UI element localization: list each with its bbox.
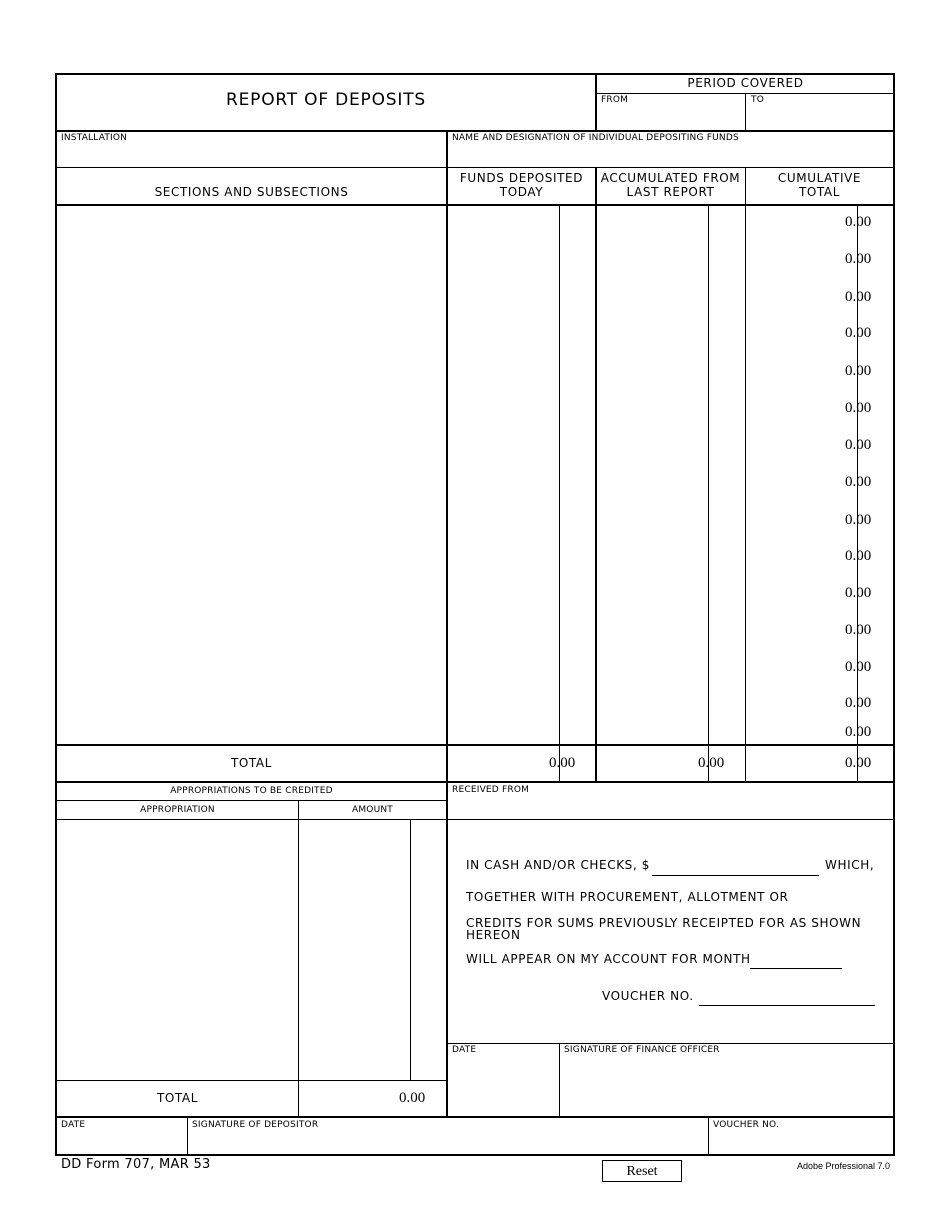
together-text: TOGETHER WITH PROCUREMENT, ALLOTMENT OR xyxy=(466,890,789,904)
cumulative-value: 0.00 xyxy=(845,622,872,638)
depositor-date-label: DATE xyxy=(61,1120,86,1130)
amount-field[interactable] xyxy=(301,822,444,1078)
frame-top xyxy=(55,73,895,75)
cash-checks-text: IN CASH AND/OR CHECKS, $ xyxy=(466,858,650,872)
to-label: TO xyxy=(751,95,764,105)
row-line-6 xyxy=(55,819,895,820)
voucher-number-field[interactable] xyxy=(711,1131,891,1152)
cumulative-value: 0.00 xyxy=(845,585,872,601)
appropriations-label: APPROPRIATIONS TO BE CREDITED xyxy=(170,786,333,796)
sections-label: SECTIONS AND SUBSECTIONS xyxy=(154,185,349,199)
finance-date-label: DATE xyxy=(452,1045,477,1055)
voucher-no-field[interactable] xyxy=(699,1005,875,1006)
total-funds-value: 0.00 xyxy=(549,755,576,771)
finance-signature-field[interactable] xyxy=(562,1057,891,1115)
cumulative-value: 0.00 xyxy=(845,437,872,453)
col-divider-accum xyxy=(745,167,746,782)
received-from-label: RECEIVED FROM xyxy=(452,785,530,795)
row-line-7 xyxy=(55,1116,895,1118)
depositor-date-divider xyxy=(187,1117,188,1155)
credits-text: CREDITS FOR SUMS PREVIOUSLY RECEIPTED FOR AS SHOWN HEREON xyxy=(466,916,862,942)
total-cumulative-value: 0.00 xyxy=(845,755,872,771)
cumulative-value: 0.00 xyxy=(845,400,872,416)
installation-field[interactable] xyxy=(58,144,444,166)
frame-bottom xyxy=(55,1154,895,1156)
form-title: REPORT OF DEPOSITS xyxy=(226,90,426,110)
row-line-5 xyxy=(55,781,895,783)
installation-divider xyxy=(446,130,448,168)
amount-label: AMOUNT xyxy=(351,805,394,815)
frame-left xyxy=(55,73,57,1156)
form-number: DD Form 707, MAR 53 xyxy=(61,1157,211,1172)
finance-date-field[interactable] xyxy=(449,1057,557,1115)
appropriation-label: APPROPRIATION xyxy=(140,805,215,815)
cumulative-value: 0.00 xyxy=(845,214,872,230)
col-divider-sections xyxy=(446,167,448,782)
finance-line xyxy=(447,1043,895,1044)
to-field[interactable] xyxy=(747,104,892,129)
voucher-no-text: VOUCHER NO. xyxy=(602,989,694,1003)
appropriation-field[interactable] xyxy=(58,822,296,1078)
row-line-1 xyxy=(55,130,895,132)
appropriation-total-label: TOTAL xyxy=(156,1091,199,1105)
received-from-field[interactable] xyxy=(449,796,891,817)
cumulative-value: 0.00 xyxy=(845,474,872,490)
row-line-4 xyxy=(55,744,895,746)
from-to-divider xyxy=(745,93,746,130)
finance-signature-label: SIGNATURE OF FINANCE OFFICER xyxy=(564,1045,720,1055)
period-covered-label: PERIOD COVERED xyxy=(687,76,804,90)
which-text: WHICH, xyxy=(825,858,875,872)
cumulative-label-2: TOTAL xyxy=(798,185,841,199)
funds-deposited-field[interactable] xyxy=(449,208,593,742)
appropriation-divider xyxy=(298,800,299,1116)
from-field[interactable] xyxy=(597,104,744,129)
cumulative-value: 0.00 xyxy=(845,363,872,379)
cumulative-value: 0.00 xyxy=(845,289,872,305)
row-line-2 xyxy=(55,167,895,168)
cash-amount-field[interactable] xyxy=(652,875,819,876)
total-accumulated-value: 0.00 xyxy=(698,755,725,771)
cumulative-value: 0.00 xyxy=(845,251,872,267)
appropriations-subline xyxy=(55,800,447,801)
depositor-signature-label: SIGNATURE OF DEPOSITOR xyxy=(192,1120,319,1130)
cumulative-value: 0.00 xyxy=(845,724,872,740)
frame-right xyxy=(893,73,895,1156)
total-label: TOTAL xyxy=(230,756,273,770)
cumulative-value: 0.00 xyxy=(845,548,872,564)
depositor-date-field[interactable] xyxy=(58,1131,185,1152)
reset-button[interactable]: Reset xyxy=(602,1160,682,1182)
cumulative-value: 0.00 xyxy=(845,695,872,711)
lower-middle-divider xyxy=(446,781,448,1117)
accumulated-label-2: LAST REPORT xyxy=(626,185,715,199)
appropriation-total-line xyxy=(55,1080,447,1081)
voucher-no-label: VOUCHER NO. xyxy=(713,1120,780,1130)
cumulative-value: 0.00 xyxy=(845,512,872,528)
month-field[interactable] xyxy=(750,968,842,969)
will-appear-text: WILL APPEAR ON MY ACCOUNT FOR MONTH xyxy=(466,952,751,966)
accumulated-label-1: ACCUMULATED FROM xyxy=(600,171,741,185)
funds-deposited-label-1: FUNDS DEPOSITED xyxy=(459,171,584,185)
sections-field[interactable] xyxy=(58,208,444,742)
cumulative-value: 0.00 xyxy=(845,325,872,341)
depositor-signature-field[interactable] xyxy=(190,1131,706,1152)
col-divider-funds xyxy=(595,167,597,782)
depositor-voucher-divider xyxy=(708,1117,709,1155)
installation-label: INSTALLATION xyxy=(61,133,128,143)
finance-divider xyxy=(559,1043,560,1117)
accumulated-field[interactable] xyxy=(598,208,743,742)
funds-deposited-label-2: TODAY xyxy=(499,185,544,199)
software-label: Adobe Professional 7.0 xyxy=(797,1161,891,1171)
name-designation-label: NAME AND DESIGNATION OF INDIVIDUAL DEPOSITING FUNDS xyxy=(452,133,739,143)
name-designation-field[interactable] xyxy=(449,144,891,166)
from-label: FROM xyxy=(601,95,629,105)
cumulative-label-1: CUMULATIVE xyxy=(777,171,862,185)
cumulative-value: 0.00 xyxy=(845,659,872,675)
appropriation-total-value: 0.00 xyxy=(399,1090,426,1106)
row-line-3 xyxy=(55,204,895,206)
